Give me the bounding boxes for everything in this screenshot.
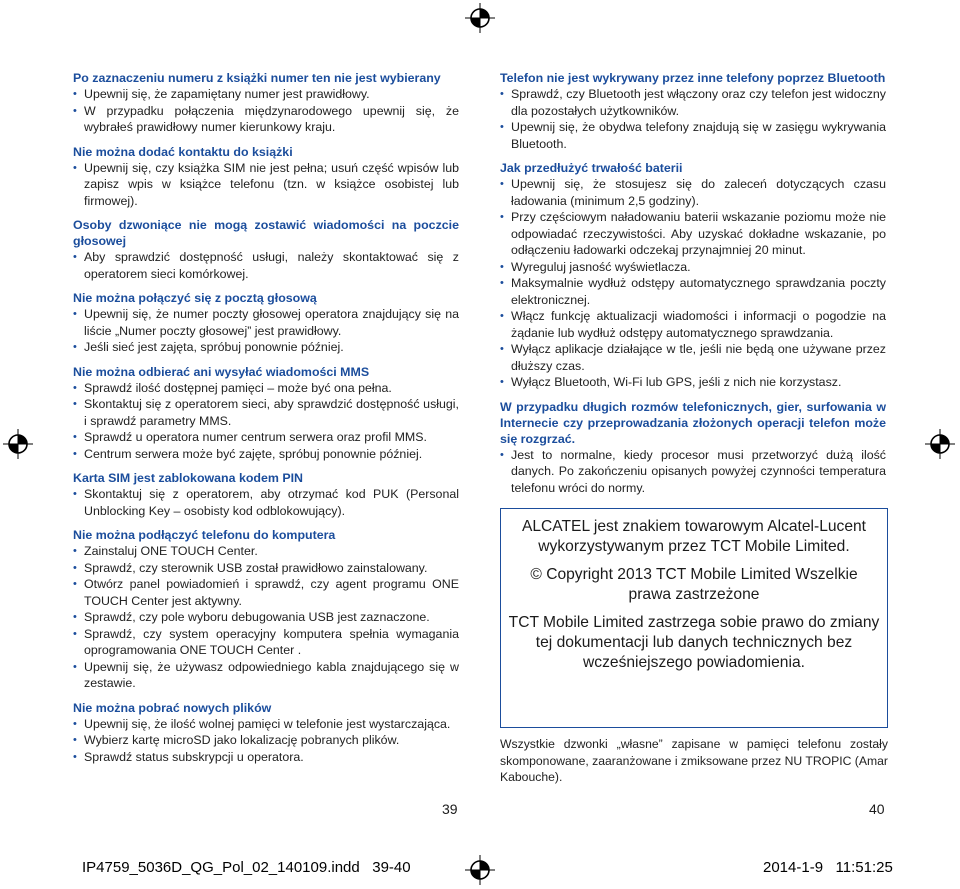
list-item: • W przypadku połączenia międzynarodowego upewnij się, że wybrałeś prawidłowy numer kierunkowy kraju. bbox=[73, 103, 459, 136]
section bbox=[73, 70, 459, 136]
bullet-list bbox=[73, 543, 459, 692]
section bbox=[73, 144, 459, 210]
section-heading: Karta SIM jest zablokowana kodem PIN bbox=[73, 471, 303, 485]
section bbox=[500, 399, 886, 497]
list-item: • Upewnij się, że stosujesz się do zaleceń dotyczących czasu ładowania (minimum 2,5 godziny). bbox=[500, 176, 886, 209]
section bbox=[73, 364, 459, 463]
section bbox=[500, 70, 886, 152]
bullet-list bbox=[500, 447, 886, 497]
list-item: • Upewnij się, że ilość wolnej pamięci w telefonie jest wystarczająca. bbox=[73, 716, 459, 733]
section bbox=[73, 527, 459, 692]
list-item: • Aby sprawdzić dostępność usługi, należy skontaktować się z operatorem sieci komórkowej. bbox=[73, 249, 459, 282]
print-slug-filename: IP4759_5036D_QG_Pol_02_140109.indd 39-40 bbox=[82, 859, 411, 876]
list-item: • Włącz funkcję aktualizacji wiadomości i informacji o pogodzie na żądanie lub wydłuż odstępy automatycznego sprawdzania. bbox=[500, 308, 886, 341]
registration-mark-icon bbox=[925, 429, 955, 459]
left-column bbox=[73, 70, 459, 773]
section-heading: Nie można dodać kontaktu do książki bbox=[73, 144, 293, 159]
section-heading: Nie można odbierać ani wysyłać wiadomości MMS bbox=[73, 364, 370, 379]
list-item: • Upewnij się, że używasz odpowiedniego kabla znajdującego się w zestawie. bbox=[73, 659, 459, 692]
bullet-list bbox=[73, 716, 459, 766]
print-slug-timestamp: 2014-1-9 11:51:25 bbox=[763, 859, 893, 876]
list-item: • Otwórz panel powiadomień i sprawdź, czy agent programu ONE TOUCH Center jest aktywny. bbox=[73, 576, 459, 609]
page-number-left: 39 bbox=[442, 801, 458, 817]
list-item: • Jeśli sieć jest zajęta, spróbuj ponownie później. bbox=[73, 339, 459, 356]
list-item: • Sprawdź, czy system operacyjny komputera spełnia wymagania oprogramowania ONE TOUCH Center . bbox=[73, 626, 459, 659]
section bbox=[73, 470, 459, 519]
bullet-list bbox=[73, 86, 459, 136]
right-column bbox=[500, 70, 886, 504]
registration-mark-icon bbox=[3, 429, 33, 459]
bullet-list bbox=[73, 486, 459, 519]
section bbox=[73, 700, 459, 766]
section-heading: Nie można połączyć się z pocztą głosową bbox=[73, 291, 317, 305]
bullet-list bbox=[73, 306, 459, 356]
page-number-right: 40 bbox=[869, 801, 885, 817]
section-heading: Po zaznaczeniu numeru z książki numer ten nie jest wybierany bbox=[73, 71, 441, 85]
registration-mark-icon bbox=[465, 855, 495, 885]
list-item: • Wyłącz Bluetooth, Wi-Fi lub GPS, jeśli z nich nie korzystasz. bbox=[500, 374, 886, 391]
section bbox=[500, 160, 886, 391]
list-item: • Skontaktuj się z operatorem, aby otrzymać kod PUK (Personal Unblocking Key – osobisty kod odblokowujący). bbox=[73, 486, 459, 519]
registration-mark-icon bbox=[465, 3, 495, 33]
bullet-list bbox=[500, 176, 886, 391]
copyright-notice: © Copyright 2013 TCT Mobile Limited Wszelkie prawa zastrzeżone bbox=[530, 566, 858, 603]
list-item: • Skontaktuj się z operatorem sieci, aby sprawdzić dostępność usługi, i sprawdź parametry MMS. bbox=[73, 396, 459, 429]
section-heading: Nie można pobrać nowych plików bbox=[73, 700, 272, 715]
section-heading: Telefon nie jest wykrywany przez inne telefony poprzez Bluetooth bbox=[500, 71, 886, 85]
list-item: • Wybierz kartę microSD jako lokalizację pobranych plików. bbox=[73, 732, 459, 749]
section bbox=[73, 290, 459, 356]
list-item: • Wyłącz aplikacje działające w tle, jeśli nie będą one używane przez dłuższy czas. bbox=[500, 341, 886, 374]
trademark-notice: ALCATEL jest znakiem towarowym Alcatel-Lucent wykorzystywanym przez TCT Mobile Limited. bbox=[521, 518, 867, 555]
bullet-list bbox=[73, 249, 459, 282]
list-item: • Centrum serwera może być zajęte, spróbuj ponownie później. bbox=[73, 446, 459, 463]
copyright-box bbox=[500, 508, 888, 728]
section-heading: Nie można podłączyć telefonu do komputera bbox=[73, 528, 336, 542]
list-item: • Jest to normalne, kiedy procesor musi przetworzyć dużą ilość danych. Po zakończeniu opisanych powyżej czynności temperatura telefonu wróci do normy. bbox=[500, 447, 886, 497]
section bbox=[73, 217, 459, 282]
section-heading: Osoby dzwoniące nie mogą zostawić wiadomości na poczcie głosowej bbox=[73, 218, 459, 248]
list-item: • Przy częściowym naładowaniu baterii wskazanie poziomu może nie odpowiadać rzeczywistości. Aby uzyskać dokładne wskazanie, po odłączeniu ładowarki odczekaj przynajmniej 20 minut. bbox=[500, 209, 886, 259]
list-item: • Sprawdź status subskrypcji u operatora. bbox=[73, 749, 459, 766]
section-heading: Jak przedłużyć trwałość baterii bbox=[500, 161, 683, 175]
list-item: • Upewnij się, że zapamiętany numer jest prawidłowy. bbox=[73, 86, 459, 103]
list-item: • Upewnij się, czy książka SIM nie jest pełna; usuń część wpisów lub zapisz wpis w książce telefonu (tzn. w książce osobistej lub firmowej). bbox=[73, 160, 459, 210]
list-item: • Wyreguluj jasność wyświetlacza. bbox=[500, 259, 886, 276]
list-item: • Maksymalnie wydłuż odstępy automatycznego sprawdzania poczty elektronicznej. bbox=[500, 275, 886, 308]
bullet-list bbox=[73, 380, 459, 463]
change-notice: TCT Mobile Limited zastrzega sobie prawo do zmiany tej dokumentacji lub danych technicznych bez wcześniejszego powiadomienia. bbox=[508, 614, 880, 671]
list-item: • Sprawdź ilość dostępnej pamięci – może być ona pełna. bbox=[73, 380, 459, 397]
bullet-list bbox=[500, 86, 886, 152]
list-item: • Upewnij się, że obydwa telefony znajdują się w zasięgu wykrywania Bluetooth. bbox=[500, 119, 886, 152]
list-item: • Zainstaluj ONE TOUCH Center. bbox=[73, 543, 459, 560]
list-item: • Sprawdź, czy Bluetooth jest włączony oraz czy telefon jest widoczny dla pozostałych użytkowników. bbox=[500, 86, 886, 119]
list-item: • Sprawdź, czy pole wyboru debugowania USB jest zaznaczone. bbox=[73, 609, 459, 626]
ringtone-note: Wszystkie dzwonki „własne” zapisane w pamięci telefonu zostały skomponowane, zaaranżowane i zmiksowane przez NU TROPIC (Amar Kabouche). bbox=[500, 737, 888, 784]
list-item: • Upewnij się, że numer poczty głosowej operatora znajdujący się na liście „Numer poczty głosowej” jest prawidłowy. bbox=[73, 306, 459, 339]
bullet-list bbox=[73, 160, 459, 210]
section-heading: W przypadku długich rozmów telefonicznych, gier, surfowania w Internecie czy przeprowadzania złożonych operacji telefon może się rozgrzać. bbox=[500, 399, 886, 446]
list-item: • Sprawdź, czy sterownik USB został prawidłowo zainstalowany. bbox=[73, 560, 459, 577]
list-item: • Sprawdź u operatora numer centrum serwera oraz profil MMS. bbox=[73, 429, 459, 446]
